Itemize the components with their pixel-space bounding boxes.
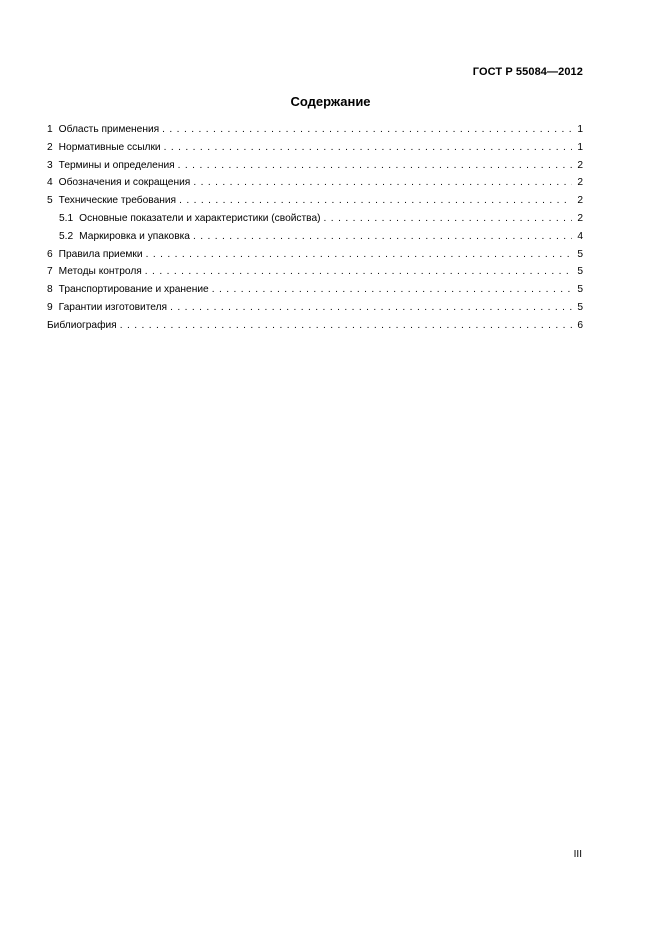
toc-entry-number: 8 (47, 284, 53, 296)
toc-entry-label: Нормативные ссылки (58, 141, 161, 153)
toc-entry-5[interactable] (47, 192, 583, 210)
toc-entry-page: 1 (577, 141, 583, 153)
toc-leader-dots (164, 139, 572, 157)
toc-leader-dots (120, 317, 572, 335)
toc-entry-label: Правила приемки (58, 248, 143, 260)
toc-entry-label: Термины и определения (58, 159, 175, 171)
toc-entry-number: 4 (47, 177, 53, 189)
toc-entry-number: 7 (47, 266, 53, 278)
toc-entry-page: 5 (577, 284, 583, 296)
toc-entry-page: 1 (577, 124, 583, 135)
toc-leader-dots (170, 299, 572, 317)
toc-entry-page: 6 (577, 319, 583, 331)
toc-entry-page: 2 (577, 177, 583, 189)
toc-entry-9[interactable] (47, 299, 583, 317)
toc-leader-dots (193, 228, 572, 246)
toc-entry-7[interactable] (47, 263, 583, 281)
toc-entry-label: Библиография (47, 319, 117, 331)
toc-entry-label: Технические требования (58, 195, 177, 207)
toc-leader-dots (179, 192, 572, 210)
toc-entry-label: Обозначения и сокращения (58, 177, 191, 189)
table-of-contents (47, 121, 583, 335)
toc-entry-number: 3 (47, 159, 53, 171)
toc-entry-label: Методы контроля (58, 266, 142, 278)
toc-entry-label: Маркировка и упаковка (79, 230, 190, 242)
toc-entry-label: Область применения (58, 124, 160, 135)
toc-title: Содержание (290, 94, 371, 109)
toc-entry-4[interactable] (47, 174, 583, 192)
toc-entry-bibliography[interactable] (47, 317, 583, 335)
toc-entry-5-2[interactable] (47, 228, 583, 246)
toc-leader-dots (193, 174, 572, 192)
toc-entry-number: 6 (47, 248, 53, 260)
toc-entry-number: 9 (47, 301, 53, 313)
toc-leader-dots (178, 157, 572, 175)
page-number: III (573, 849, 582, 860)
toc-entry-1[interactable] (47, 121, 583, 139)
toc-entry-5-1[interactable] (47, 210, 583, 228)
toc-entry-3[interactable] (47, 157, 583, 175)
document-code: ГОСТ Р 55084—2012 (472, 66, 583, 78)
toc-entry-6[interactable] (47, 246, 583, 264)
toc-entry-page: 4 (577, 230, 583, 242)
toc-entry-page: 2 (577, 159, 583, 171)
toc-entry-label: Гарантии изготовителя (58, 301, 168, 313)
toc-entry-number: 2 (47, 141, 53, 153)
toc-entry-page: 2 (577, 212, 583, 224)
toc-leader-dots (145, 263, 572, 281)
toc-entry-page: 5 (577, 301, 583, 313)
toc-entry-page: 5 (577, 266, 583, 278)
toc-entry-number: 1 (47, 124, 53, 135)
toc-entry-page: 5 (577, 248, 583, 260)
toc-leader-dots (212, 281, 572, 299)
toc-entry-label: Транспортирование и хранение (58, 284, 209, 296)
toc-entry-number: 5.1 (59, 212, 74, 224)
toc-entry-page: 2 (577, 195, 583, 207)
toc-entry-number: 5 (47, 195, 53, 207)
toc-leader-dots (146, 246, 572, 264)
toc-leader-dots (324, 210, 572, 228)
toc-entry-number: 5.2 (59, 230, 74, 242)
toc-entry-label: Основные показатели и характеристики (свойства) (79, 212, 321, 224)
toc-leader-dots (162, 121, 572, 139)
toc-entry-8[interactable] (47, 281, 583, 299)
toc-entry-2[interactable] (47, 139, 583, 157)
